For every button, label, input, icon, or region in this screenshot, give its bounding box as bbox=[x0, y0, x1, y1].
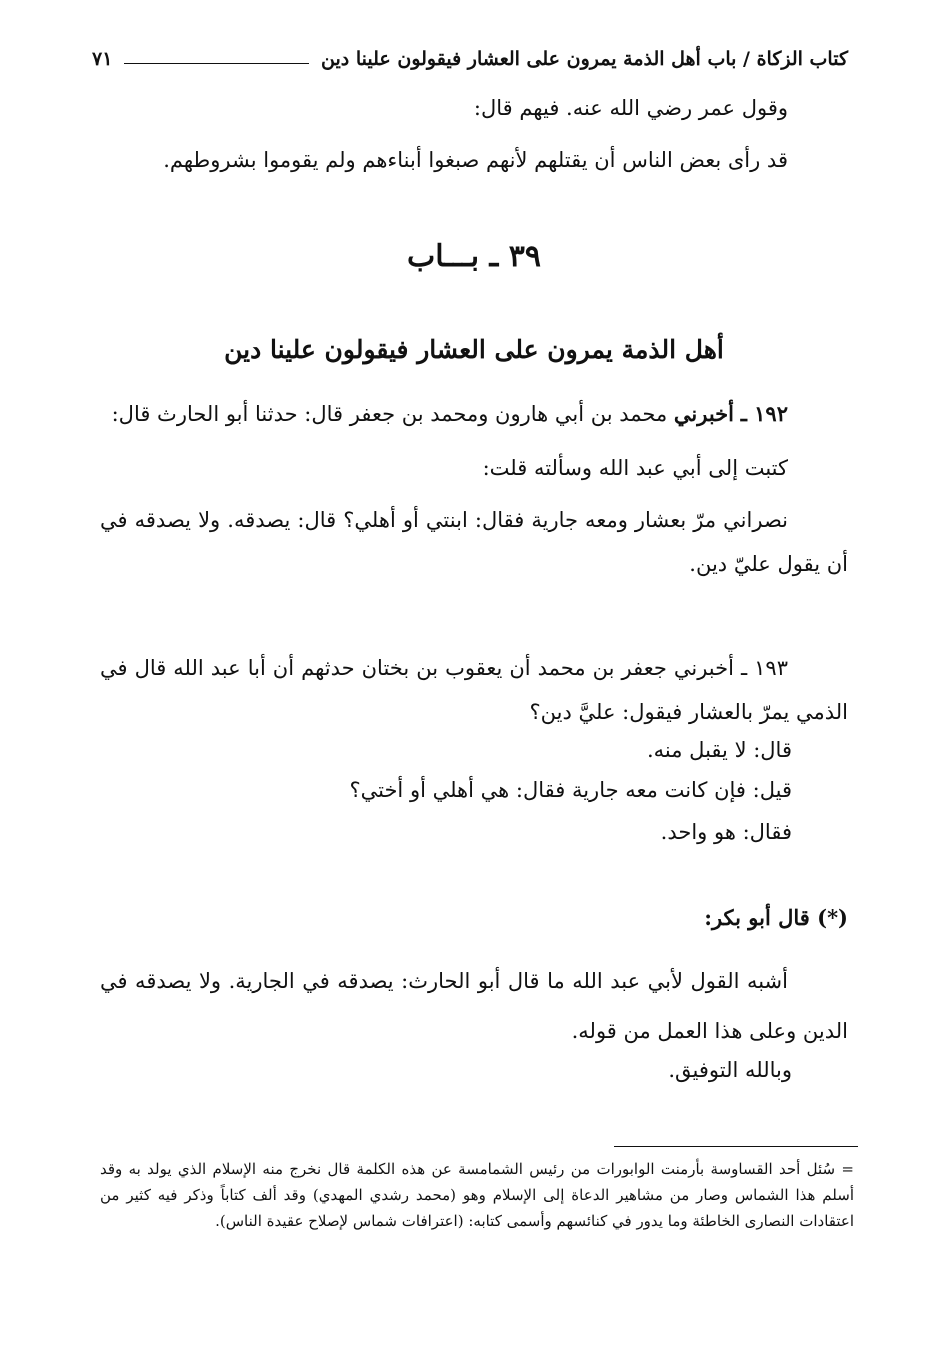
hadith-192-line-2: كتبت إلى أبي عبد الله وسألته قلت: bbox=[482, 456, 788, 480]
hadith-192-isnad: محمد بن أبي هارون ومحمد بن جعفر قال: حدثنا أبو الحارث قال: bbox=[111, 402, 668, 426]
running-head-rule bbox=[124, 63, 309, 64]
chapter-title: أهل الذمة يمرون على العشار فيقولون علينا دين bbox=[224, 335, 724, 364]
hadith-193-answer-2: فقال: هو واحد. bbox=[660, 820, 792, 844]
abu-bakr-heading: (*) قال أبو بكر: bbox=[704, 905, 848, 930]
running-head-title: كتاب الزكاة / باب أهل الذمة يمرون على العشار فيقولون علينا دين bbox=[321, 48, 848, 70]
intro-line-1: وقول عمر رضي الله عنه. فيهم قال: bbox=[473, 96, 788, 120]
hadith-192-lead: أخبرني bbox=[673, 401, 734, 426]
hadith-192-number: ١٩٢ ـ bbox=[740, 401, 788, 426]
intro-text bbox=[100, 86, 848, 182]
footnote-separator bbox=[614, 1146, 858, 1147]
chapter-label: ٣٩ ـ بـــاب bbox=[406, 239, 541, 274]
footnote: = سُئل أحد القساوسة بأرمنت الوابورات من رئيس الشمامسة عن هذه الكلمة قال نخرج منه الإسلام الذي يولد به وقد أسلم هذا الشماس وصار من مشاهير الدعاة إلى الإسلام وهو (محمد رشدي المهدي) وقد ألف كتاباً وذكر فيه كثير من اعتقادات النصارى الخاطئة وما يدور في كنائسهم وأسمى كتابه: (اعترافات شماس لإصلاح عقيدة الناس). bbox=[100, 1160, 854, 1230]
intro-line-2: قد رأى بعض الناس أن يقتلهم لأنهم صبغوا أبناءهم ولم يقوموا بشروطهم. bbox=[163, 148, 788, 172]
hadith-193-text: ١٩٣ ـ أخبرني جعفر بن محمد أن يعقوب بن بختان حدثهم أن أبا عبد الله قال في الذمي يمرّ بالعشار فيقول: عليَّ دين؟ bbox=[100, 656, 848, 724]
abu-bakr-paragraph: أشبه القول لأبي عبد الله ما قال أبو الحارث: يصدقه في الجارية. ولا يصدقه في الدين وعلى هذا العمل من قوله. bbox=[100, 969, 848, 1043]
running-head bbox=[92, 42, 848, 76]
hadith-193-question-2: قيل: فإن كانت معه جارية فقال: هي أهلي أو أختي؟ bbox=[349, 778, 792, 802]
closing-line: وبالله التوفيق. bbox=[668, 1058, 792, 1082]
hadith-192-opening bbox=[100, 392, 848, 436]
hadith-193-answer-1: قال: لا يقبل منه. bbox=[646, 738, 792, 762]
hadith-192-paragraph: نصراني مرّ بعشار ومعه جارية فقال: ابنتي أو أهلي؟ قال: يصدقه. ولا يصدقه في أن يقول عليّ دين. bbox=[100, 508, 848, 576]
page-number: ٧١ bbox=[92, 48, 113, 70]
hadith-192 bbox=[100, 392, 848, 586]
